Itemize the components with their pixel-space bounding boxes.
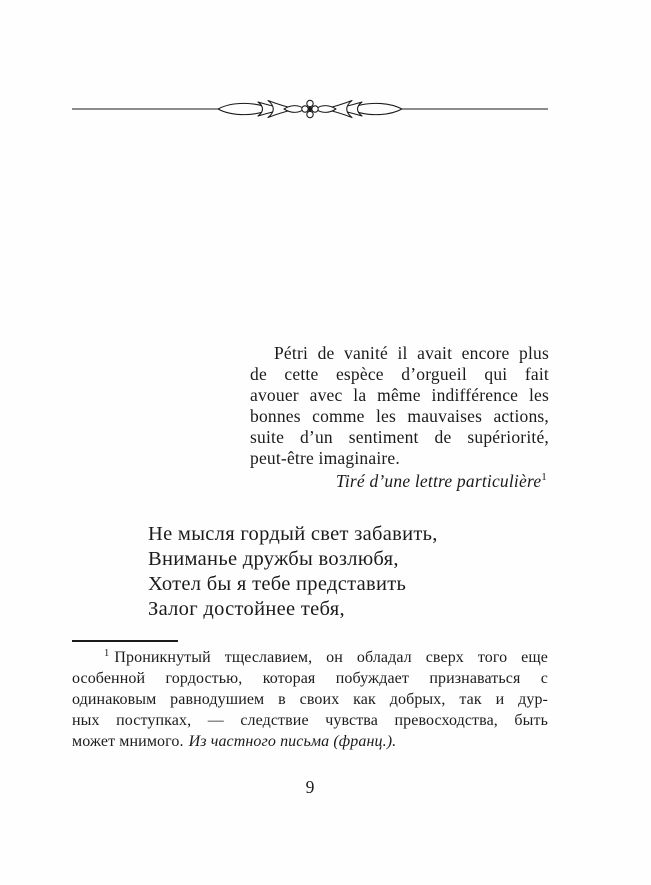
footnote-line	[72, 647, 548, 668]
footnote-line	[72, 731, 548, 752]
footnote-source-italic: Из частного письма (франц.).	[188, 733, 397, 750]
footnote-separator-rule	[72, 640, 178, 642]
flourish-rule-icon	[72, 96, 548, 122]
epigraph-line: avouer avec la même indifférence les	[250, 385, 549, 405]
page-number: 9	[305, 777, 315, 797]
epigraph-line: peut-être imaginaire.	[250, 448, 400, 468]
epigraph-line: de cette espèce d’orgueil qui fait	[250, 364, 549, 384]
footnote-line: особенной гордостью, которая побуждает признаваться с	[72, 670, 548, 687]
epigraph-line: bonnes comme les mauvaises actions,	[250, 406, 549, 426]
epigraph-line: suite d’un sentiment de supériorité,	[250, 427, 549, 447]
footnote-line-text: Проникнутый тщеславием, он обладал сверх того еще	[114, 649, 548, 666]
footnote-line: одинаковым равнодушием в своих как добрых, так и дур-	[72, 691, 548, 708]
verse-line: Хотел бы я тебе представить	[148, 573, 407, 595]
verse-line: Не мысля гордый свет забавить,	[148, 523, 438, 545]
epigraph-french	[250, 343, 549, 492]
footnote-line-text: может мнимого.	[72, 733, 184, 750]
verse-line: Вниманье дружбы возлюбя,	[148, 548, 399, 570]
verse-line: Залог достойнее тебя,	[148, 598, 345, 620]
chapter-ornament-divider	[72, 96, 548, 122]
footnote-line: ных поступках, — следствие чувства превосходства, быть	[72, 712, 548, 729]
epigraph-line: Pétri de vanité il avait encore plus	[274, 343, 549, 363]
footnote	[72, 647, 548, 752]
opening-verse	[148, 522, 578, 622]
footnote-marker: 1	[104, 647, 110, 659]
epigraph-attribution	[250, 471, 549, 492]
rosette-icon	[302, 100, 318, 117]
epigraph-attribution-text: Tiré d’une lettre particulière	[335, 471, 542, 491]
footnote-reference: 1	[541, 471, 547, 484]
